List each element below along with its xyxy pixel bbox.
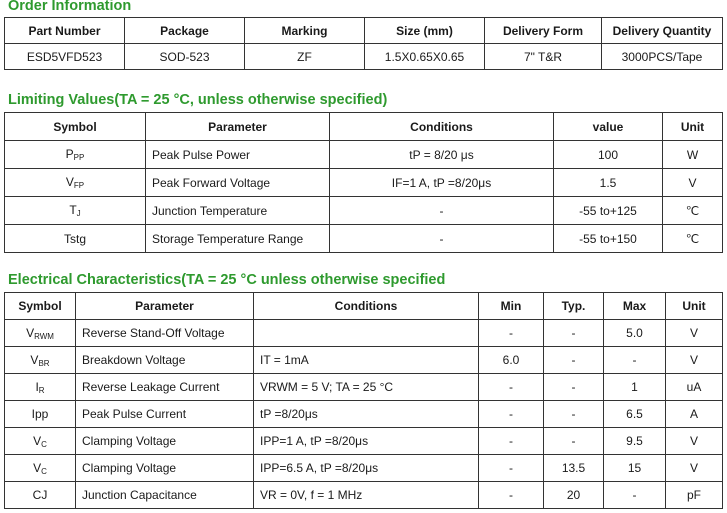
conditions-cell: - — [330, 197, 554, 225]
header-cell: Marking — [245, 18, 365, 44]
parameter-cell: Breakdown Voltage — [76, 347, 254, 374]
symbol-text: V — [33, 433, 42, 448]
header-cell: Max — [604, 293, 666, 320]
table-row — [5, 141, 723, 169]
parameter-cell: Junction Capacitance — [76, 482, 254, 509]
conditions-cell: - — [330, 225, 554, 253]
table-row — [5, 197, 723, 225]
value-cell: 100 — [554, 141, 663, 169]
symbol-text: Tstg — [63, 231, 86, 246]
conditions-cell: IPP=1 A, tP =8/20μs — [254, 428, 479, 455]
table-header-row — [5, 293, 723, 320]
typ-cell: - — [544, 347, 604, 374]
parameter-cell: Junction Temperature — [146, 197, 330, 225]
conditions-cell: IF=1 A, tP =8/20μs — [330, 169, 554, 197]
symbol-text: V — [30, 352, 39, 367]
unit-cell: V — [666, 320, 723, 347]
conditions-cell — [254, 320, 479, 347]
table-row — [5, 374, 723, 401]
header-cell: Typ. — [544, 293, 604, 320]
unit-cell: ℃ — [663, 197, 723, 225]
max-cell: 15 — [604, 455, 666, 482]
typ-cell: 20 — [544, 482, 604, 509]
value-cell: -55 to+150 — [554, 225, 663, 253]
symbol-cell — [5, 320, 76, 347]
typ-cell: - — [544, 320, 604, 347]
header-cell: Symbol — [5, 113, 146, 141]
header-cell: Unit — [663, 113, 723, 141]
symbol-subscript: R — [38, 385, 45, 395]
table-row — [5, 225, 723, 253]
unit-cell: A — [666, 401, 723, 428]
parameter-cell: Storage Temperature Range — [146, 225, 330, 253]
size-cell: 1.5X0.65X0.65 — [365, 44, 485, 70]
min-cell: 6.0 — [479, 347, 544, 374]
header-cell: value — [554, 113, 663, 141]
order-information-title: Order Information — [8, 0, 132, 14]
delivery-quantity-cell: 3000PCS/Tape — [602, 44, 723, 70]
max-cell: 6.5 — [604, 401, 666, 428]
delivery-form-cell: 7" T&R — [485, 44, 602, 70]
unit-cell: V — [663, 169, 723, 197]
symbol-subscript: BR — [38, 358, 50, 368]
header-cell: Part Number — [5, 18, 125, 44]
order-information-table — [4, 17, 723, 70]
symbol-subscript: RWM — [34, 331, 54, 341]
symbol-text: I — [35, 379, 39, 394]
typ-cell: - — [544, 374, 604, 401]
table-row — [5, 169, 723, 197]
symbol-text: V — [26, 325, 35, 340]
parameter-cell: Peak Forward Voltage — [146, 169, 330, 197]
unit-cell: ℃ — [663, 225, 723, 253]
symbol-text: T — [69, 203, 77, 217]
conditions-cell: tP =8/20μs — [254, 401, 479, 428]
marking-cell: ZF — [245, 44, 365, 70]
symbol-text: CJ — [32, 488, 48, 502]
parameter-cell: Peak Pulse Current — [76, 401, 254, 428]
limiting-values-table — [4, 112, 723, 253]
max-cell: 9.5 — [604, 428, 666, 455]
symbol-cell — [5, 401, 76, 428]
symbol-cell — [5, 482, 76, 509]
electrical-characteristics-table — [4, 292, 723, 509]
parameter-cell: Clamping Voltage — [76, 428, 254, 455]
electrical-characteristics-title: Electrical Characteristics(TA = 25 °C unless otherwise specified — [8, 272, 446, 288]
conditions-cell: IPP=6.5 A, tP =8/20μs — [254, 455, 479, 482]
symbol-subscript: C — [41, 466, 47, 476]
symbol-cell — [5, 225, 146, 253]
min-cell: - — [479, 428, 544, 455]
min-cell: - — [479, 320, 544, 347]
typ-cell: 13.5 — [544, 455, 604, 482]
part-number-cell: ESD5VFD523 — [5, 44, 125, 70]
symbol-cell — [5, 428, 76, 455]
symbol-subscript: C — [41, 439, 47, 449]
header-cell: Delivery Quantity — [602, 18, 723, 44]
header-cell: Conditions — [254, 293, 479, 320]
max-cell: - — [604, 347, 666, 374]
symbol-text: P — [65, 147, 74, 161]
conditions-cell: IT = 1mA — [254, 347, 479, 374]
package-cell: SOD-523 — [125, 44, 245, 70]
min-cell: - — [479, 401, 544, 428]
unit-cell: V — [666, 428, 723, 455]
symbol-cell — [5, 455, 76, 482]
unit-cell: pF — [666, 482, 723, 509]
limiting-values-title: Limiting Values(TA = 25 °C, unless otherwise specified) — [8, 92, 388, 108]
conditions-cell: VR = 0V, f = 1 MHz — [254, 482, 479, 509]
symbol-cell — [5, 197, 146, 225]
symbol-cell — [5, 169, 146, 197]
unit-cell: uA — [666, 374, 723, 401]
min-cell: - — [479, 455, 544, 482]
max-cell: 1 — [604, 374, 666, 401]
unit-cell: W — [663, 141, 723, 169]
table-row — [5, 347, 723, 374]
header-cell: Package — [125, 18, 245, 44]
value-cell: 1.5 — [554, 169, 663, 197]
min-cell: - — [479, 482, 544, 509]
header-cell: Symbol — [5, 293, 76, 320]
max-cell: - — [604, 482, 666, 509]
parameter-cell: Reverse Stand-Off Voltage — [76, 320, 254, 347]
symbol-subscript: FP — [73, 181, 85, 190]
unit-cell: V — [666, 455, 723, 482]
parameter-cell: Reverse Leakage Current — [76, 374, 254, 401]
symbol-subscript: J — [76, 209, 81, 218]
symbol-text: V — [65, 175, 74, 189]
min-cell: - — [479, 374, 544, 401]
symbol-cell — [5, 374, 76, 401]
header-cell: Delivery Form — [485, 18, 602, 44]
header-cell: Unit — [666, 293, 723, 320]
typ-cell: - — [544, 428, 604, 455]
table-header-row — [5, 18, 723, 44]
symbol-subscript: PP — [73, 153, 85, 162]
symbol-text: V — [33, 460, 42, 475]
symbol-text: Ipp — [31, 407, 49, 421]
header-cell: Conditions — [330, 113, 554, 141]
typ-cell: - — [544, 401, 604, 428]
table-row — [5, 455, 723, 482]
symbol-cell — [5, 141, 146, 169]
table-row — [5, 428, 723, 455]
header-cell: Size (mm) — [365, 18, 485, 44]
table-row — [5, 482, 723, 509]
header-cell: Min — [479, 293, 544, 320]
max-cell: 5.0 — [604, 320, 666, 347]
header-cell: Parameter — [76, 293, 254, 320]
conditions-cell: tP = 8/20 μs — [330, 141, 554, 169]
parameter-cell: Clamping Voltage — [76, 455, 254, 482]
value-cell: -55 to+125 — [554, 197, 663, 225]
parameter-cell: Peak Pulse Power — [146, 141, 330, 169]
header-cell: Parameter — [146, 113, 330, 141]
table-header-row — [5, 113, 723, 141]
conditions-cell: VRWM = 5 V; TA = 25 °C — [254, 374, 479, 401]
table-row — [5, 44, 723, 70]
unit-cell: V — [666, 347, 723, 374]
table-row — [5, 320, 723, 347]
symbol-cell — [5, 347, 76, 374]
table-row — [5, 401, 723, 428]
